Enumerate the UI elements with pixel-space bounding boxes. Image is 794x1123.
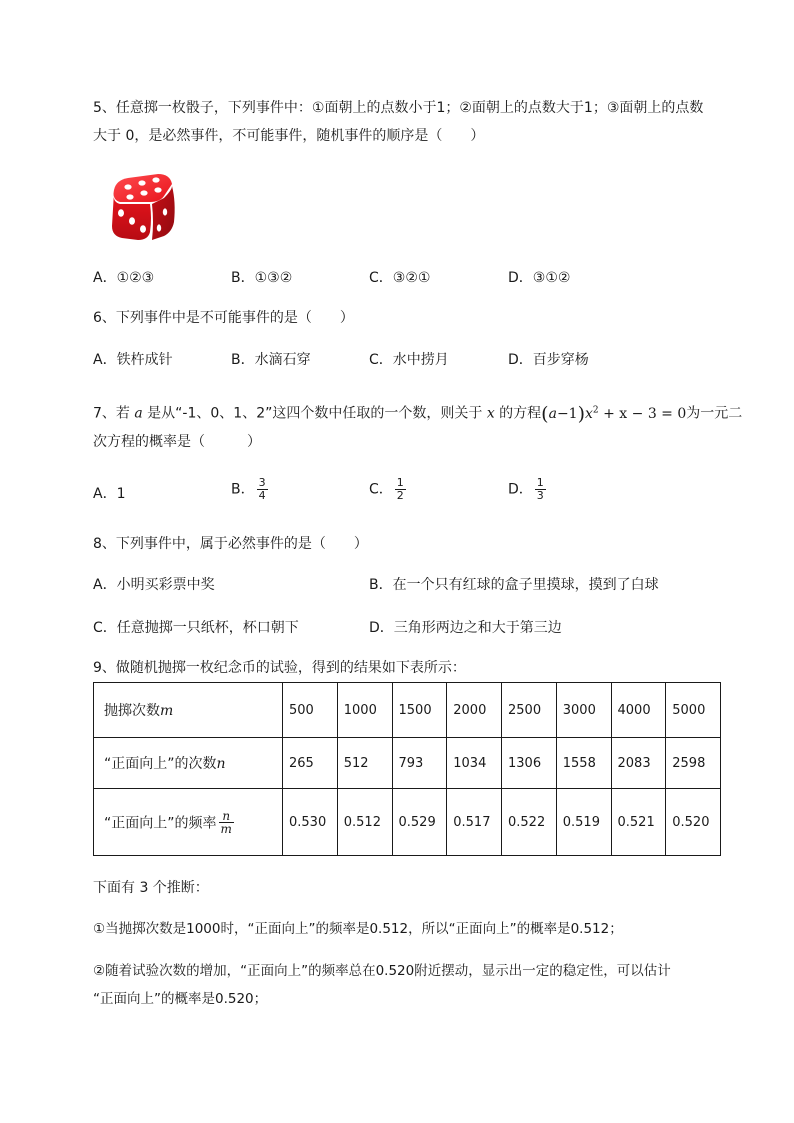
table-cell: 5000 xyxy=(666,683,721,738)
table-cell: 0.530 xyxy=(283,789,338,856)
table-cell: 2083 xyxy=(611,738,666,789)
table-cell: 0.522 xyxy=(502,789,557,856)
q7-text-c: 的方程 xyxy=(494,405,542,422)
frequency-fraction: $\frac{n}{m}$ xyxy=(220,808,232,836)
table-cell: 2500 xyxy=(502,683,557,738)
table-header-tosses: 抛掷次数m xyxy=(94,683,283,738)
table-cell: 4000 xyxy=(611,683,666,738)
q5-option-d[interactable]: D．③①② xyxy=(508,270,571,286)
table-cell: 793 xyxy=(392,738,447,789)
q5-stem-line2: 大于 0，是必然事件，不可能事件，随机事件的顺序是（ ） xyxy=(93,128,485,144)
table-cell: 1034 xyxy=(447,738,502,789)
table-header-heads-count: “正面向上”的次数n xyxy=(94,738,283,789)
dice-image xyxy=(106,170,178,242)
q7-var-x: x xyxy=(486,405,495,422)
q5-option-c[interactable]: C．③②① xyxy=(369,270,431,286)
q5-stem-line1: 5、任意掷一枚骰子，下列事件中：①面朝上的点数小于1；②面朝上的点数大于1；③面朝上的点数 xyxy=(93,100,704,116)
q9-inference-1: ①当抛掷次数是1000时，“正面向上”的频率是0.512，所以“正面向上”的概率是0.512； xyxy=(93,921,623,937)
table-cell: 2598 xyxy=(666,738,721,789)
table-cell: 0.521 xyxy=(611,789,666,856)
q6-option-b[interactable]: B．水滴石穿 xyxy=(231,352,311,368)
q6-option-a[interactable]: A．铁杵成针 xyxy=(93,352,173,368)
q5-option-a[interactable]: A．①②③ xyxy=(93,270,155,286)
q8-option-d[interactable]: D．三角形两边之和大于第三边 xyxy=(369,620,562,636)
table-cell: 1306 xyxy=(502,738,557,789)
q7-text-b: 是从“-1、0、1、2”这四个数中任取的一个数，则关于 xyxy=(142,405,487,422)
table-cell: 1500 xyxy=(392,683,447,738)
table-cell: 0.519 xyxy=(556,789,611,856)
table-row-tosses xyxy=(94,683,721,738)
q7-option-b-fraction: $\frac{3}{4}$ xyxy=(258,476,266,502)
q8-option-c[interactable]: C．任意抛掷一只纸杯，杯口朝下 xyxy=(93,620,299,636)
table-cell: 0.517 xyxy=(447,789,502,856)
table-cell: 500 xyxy=(283,683,338,738)
q8-option-b[interactable]: B．在一个只有红球的盒子里摸球，摸到了白球 xyxy=(369,577,659,593)
table-row-heads-frequency xyxy=(94,789,721,856)
q9-inference-2-line1: ②随着试验次数的增加，“正面向上”的频率总在0.520附近摆动，显示出一定的稳定性，可以估计 xyxy=(93,963,671,979)
table-cell: 1000 xyxy=(337,683,392,738)
q7-text-d: 为一元二 xyxy=(686,405,743,422)
table-cell: 265 xyxy=(283,738,338,789)
q7-option-a[interactable]: A．1 xyxy=(93,486,126,502)
q7-option-c-fraction: $\frac{1}{2}$ xyxy=(396,476,404,502)
q8-stem: 8、下列事件中，属于必然事件的是（ ） xyxy=(93,536,368,552)
table-cell: 3000 xyxy=(556,683,611,738)
table-cell: 1558 xyxy=(556,738,611,789)
q7-equation: $(a-1)x^2 + x - 3 = 0$ xyxy=(541,402,687,425)
table-cell: 512 xyxy=(337,738,392,789)
table-row-heads-count xyxy=(94,738,721,789)
q6-option-d[interactable]: D．百步穿杨 xyxy=(508,352,589,368)
q7-option-b[interactable]: B． $\frac{3}{4}$ xyxy=(231,476,266,502)
table-cell: 0.520 xyxy=(666,789,721,856)
q7-text-a: 7、若 xyxy=(93,405,135,422)
table-cell: 2000 xyxy=(447,683,502,738)
table-header-heads-frequency: “正面向上”的频率 $\frac{n}{m}$ xyxy=(94,789,283,856)
coin-toss-table xyxy=(93,682,721,856)
q5-option-b[interactable]: B．①③② xyxy=(231,270,293,286)
q6-option-c[interactable]: C．水中捞月 xyxy=(369,352,449,368)
q9-intro: 下面有 3 个推断： xyxy=(93,880,209,896)
q7-stem-line1 xyxy=(93,400,742,424)
q8-option-a[interactable]: A．小明买彩票中奖 xyxy=(93,577,215,593)
q7-option-d-fraction: $\frac{1}{3}$ xyxy=(536,476,544,502)
table-cell: 0.529 xyxy=(392,789,447,856)
q7-stem-line2: 次方程的概率是（ ） xyxy=(93,434,261,450)
q9-inference-2-line2: “正面向上”的概率是0.520； xyxy=(93,991,268,1007)
q9-stem: 9、做随机抛掷一枚纪念币的试验，得到的结果如下表所示： xyxy=(93,660,466,676)
q6-stem: 6、下列事件中是不可能事件的是（ ） xyxy=(93,310,354,326)
table-cell: 0.512 xyxy=(337,789,392,856)
q7-option-c[interactable]: C． $\frac{1}{2}$ xyxy=(369,476,404,502)
q7-var-a: a xyxy=(134,405,143,422)
q7-option-d[interactable]: D． $\frac{1}{3}$ xyxy=(508,476,544,502)
